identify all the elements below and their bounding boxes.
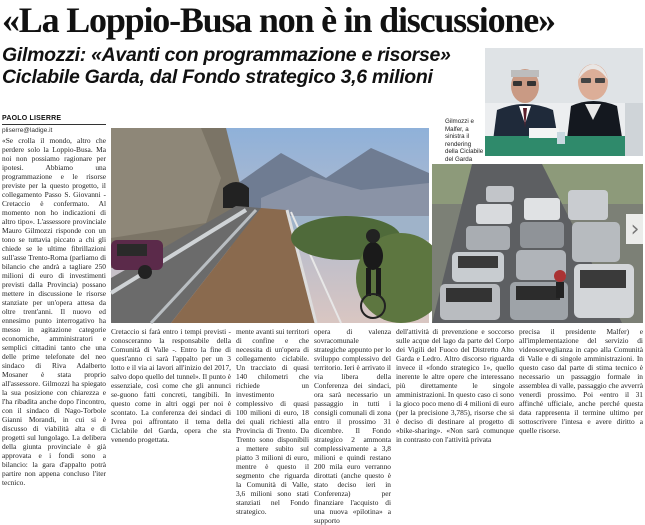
photo-gilmozzi-malfer — [485, 48, 643, 156]
next-page-chevron-icon[interactable]: › — [626, 214, 644, 244]
byline-rule — [2, 124, 106, 125]
headline: «La Loppio-Busa non è in discussione» — [2, 0, 555, 40]
photo-traffic-queue — [432, 164, 643, 323]
portrait-illustration — [485, 48, 643, 156]
article-column-5: dell'attività di prevenzione e soccorso sulle acque del lago da parte del Corpo dei Vigili del Fuoco del Distretto Alto Garda e Ledro. Altro discorso riguarda invece il «fondo strategico 1», quello inerente le altre opere che interessano più direttamente le singole amministrazioni. In questo caso ci sono la gioco poco meno di 4 milioni di euro (per la precisione 3,785), risorse che si è deciso di destinare al progetto di «bike-sharing». «Non sarà comunque in contrasto con l'attività privata — [396, 327, 514, 444]
photo-caption: Gilmozzi e Malfer, a sinistra il rendering della Ciclabile del Garda — [445, 118, 484, 163]
author-email: pliserre@ladige.it — [2, 127, 53, 134]
subheadline-ciclabile: Ciclabile Garda, dal Fondo strategico 3,6 milioni — [2, 66, 433, 88]
photo-ciclabile-rendering — [111, 128, 429, 323]
article-column-1: «Se crolla il mondo, altro che perdere solo la Loppio-Busa. Ma noi non possiamo ragionare per ipotesi. Abbiamo una programmazione e le risorse previste per la questo progetto, il collegamento Passo S. Giovanni - Cretaccio è confermato. Al momento non ho indicazioni di altro tipo». L'assessore provinciale Mauro Gilmozzi risponde con un tono se tuttavia piccato a chi gli chiede se le ultime fibrillazioni sull'asse Trento-Roma (parliamo di bilancio che andrà a tagliare 250 milioni di euro di investimenti previsti dalla Provincia) possano mettere in discussione le risorse stanziate per un'opera attesa da oltre trent'anni. Il nuovo ed ennesimo punto interrogativo ha messo in agitazione categorie economiche, amministratori e semplici cittadini tanto che una delle prime telefonate del neo sindaco di Riva Adalberto Mosaner è stata proprio all'assessore. Gilmozzi ha spiegato la sua posizione con chiarezza e l'ha ribadita anche dopo l'incontro, con il sindaco di Nago-Torbole Gianni Morandi, in cui si è discusso di viabilità alta e di progetti sul lungolago. La delibera della giunta provinciale è già approvata e i fondi sono a bilancio: la gara d'appalto potrà partire non appena concluso l'iter tecnico. — [2, 136, 106, 487]
byline: PAOLO LISERRE — [2, 115, 62, 122]
article-column-6: precisa il presidente Malfer) e all'implementazione del servizio di videosorveglianza in capo alla Comunità di Valle e di singole amministrazioni. In questo caso dal parte di stima tecnico è necessario un passaggio formale in assemblea di valle, passaggio che avverrà venerdì prossimo. Poi «entro il 31 affinché ufficiale, anche perché questa data rappresenta il termine ultimo per sottoscrivere l'intesa e avere diritto a quelle risorse. — [519, 327, 643, 435]
article-column-3: mente avanti sui territori di confine e che necessita di un'opera di collegamento ciclabile. Un tracciato di quasi 140 chilometri che richiede un investimento complessivo di quasi 100 milioni di euro, 18 dei quali richiesti alla Provincia di Trento. Da Trento sono disponibili a mettere subito sul piatto 3 milioni di euro, mentre è questo il segmento che riguarda la Comunità di Valle, 3,6 milioni sono stati stanziati nel Fondo strategico. — [236, 327, 309, 516]
article-column-4: opera di valenza sovracomunale strategiche appunto per lo sviluppo complessivo del territorio. Ieri è arrivato il via libera della Conferenza dei sindaci, ora sarà necessario un passaggio in tutti i consigli comunali di zona entro il prossimo 31 dicembre. Il Fondo strategico 2 ammonta complessivamente a 3,8 milioni e quindi restano 200 mila euro verranno dirottati (anche questo è stato deciso ieri in Conferenza) per finanziare l'acquisto di una nuova «pilotina» a supporto — [314, 327, 391, 525]
cycle-path-illustration — [111, 128, 429, 323]
traffic-illustration — [432, 164, 643, 323]
subheadline-gilmozzi: Gilmozzi: «Avanti con programmazione e risorse» — [2, 44, 451, 66]
article-column-2: Cretaccio si farà entro i tempi previsti - conosceranno la responsabile della Comunità di Valle -. Entro la fine di quest'anno ci sarà l'appalto per un 3 lotto e il via ai lavori all'inizio del 2017, salvo dopo quello del tunnel». Il punto è essenziale, così come che gli annunci se-guono fatti concreti, tangibili. In questo come in altri oggi per noi è scontato. La conferenza dei sindaci di Ivrea poi affrontato il tema della Ciclabile del Garda, opera che sta venendo progettata. — [111, 327, 231, 444]
